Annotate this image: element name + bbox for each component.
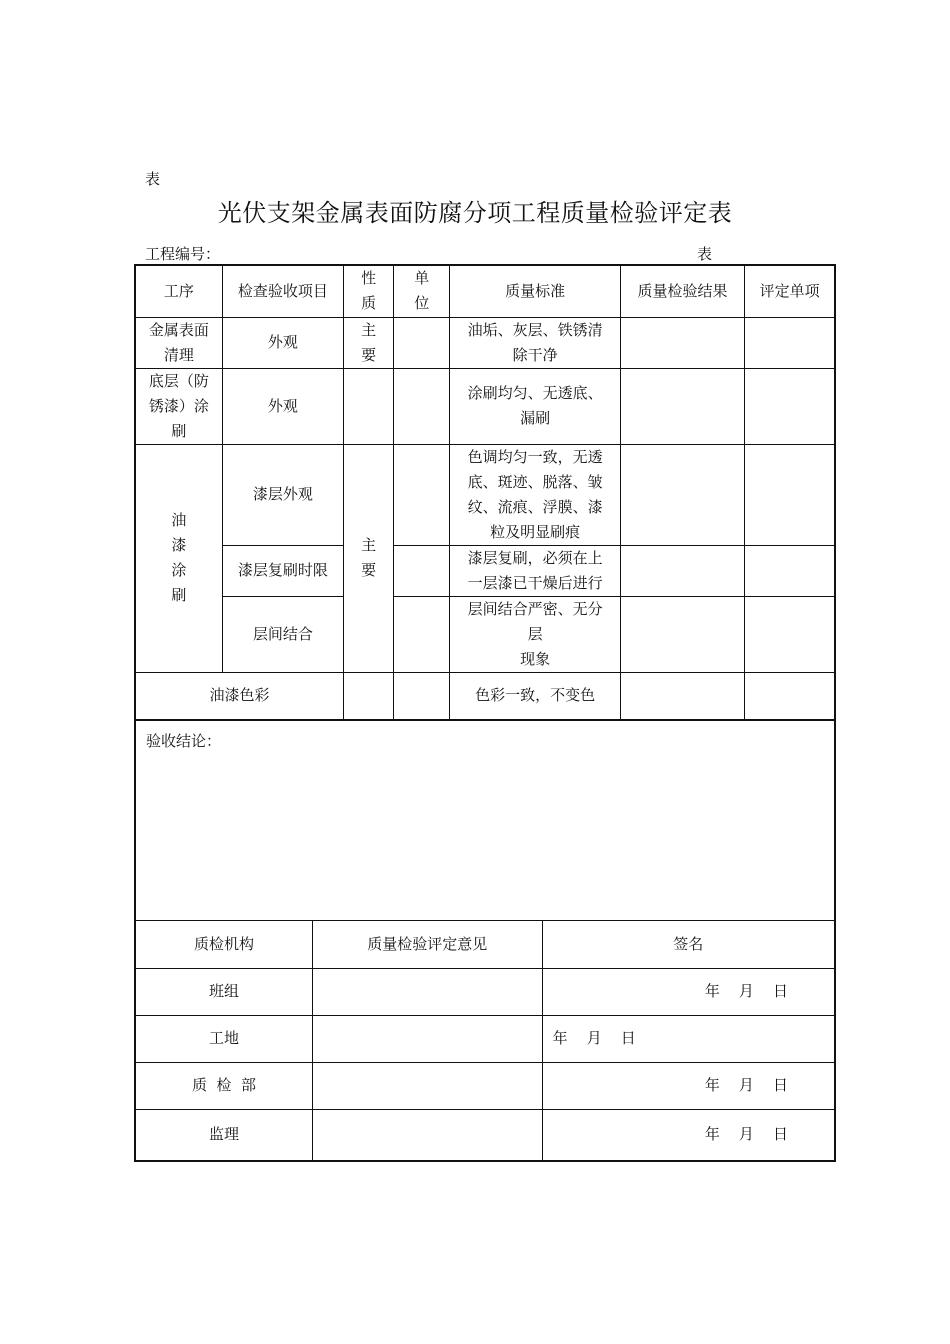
cell-nature: 主 要 — [344, 444, 394, 672]
table-header-row — [135, 265, 835, 317]
col-header-result: 质量检验结果 — [620, 265, 744, 317]
cell-result[interactable] — [620, 317, 744, 368]
col-header-grade: 评定单项 — [745, 265, 835, 317]
sign-org: 工地 — [135, 1015, 312, 1062]
cell-standard: 色彩一致，不变色 — [450, 672, 620, 720]
cell-grade[interactable] — [745, 596, 835, 672]
top-label: 表 — [145, 170, 161, 188]
table-row — [135, 596, 835, 672]
cell-item: 漆层复刷时限 — [222, 545, 343, 596]
cell-nature — [344, 368, 394, 444]
sign-opinion[interactable] — [312, 968, 542, 1015]
col-header-nature: 性 质 — [344, 265, 394, 317]
cell-item: 层间结合 — [222, 596, 343, 672]
sign-date[interactable] — [542, 968, 835, 1015]
sign-org: 班组 — [135, 968, 312, 1015]
page-title: 光伏支架金属表面防腐分项工程质量检验评定表 — [217, 199, 733, 227]
col-header-unit: 单 位 — [394, 265, 450, 317]
date-text: 年 月 日 — [552, 1029, 636, 1047]
cell-unit — [394, 368, 450, 444]
cell-item: 外观 — [222, 368, 343, 444]
sign-header-row — [135, 920, 835, 968]
table-row — [135, 444, 835, 545]
cell-standard: 油垢、灰层、铁锈清 除干净 — [450, 317, 620, 368]
sign-date[interactable] — [542, 1109, 835, 1161]
conclusion-row — [135, 720, 835, 920]
sign-table — [134, 719, 836, 1162]
sign-row — [135, 1015, 835, 1062]
sign-opinion[interactable] — [312, 1109, 542, 1161]
table-row — [135, 545, 835, 596]
cell-unit — [394, 317, 450, 368]
sign-opinion[interactable] — [312, 1062, 542, 1109]
sign-opinion[interactable] — [312, 1015, 542, 1062]
cell-standard: 色调均匀一致，无透 底、斑迹、脱落、皱 纹、流痕、浮膜、漆 粒及明显刷痕 — [450, 444, 620, 545]
table-number-label: 表 — [697, 245, 713, 263]
cell-result[interactable] — [620, 545, 744, 596]
cell-grade[interactable] — [745, 672, 835, 720]
cell-nature: 主 要 — [344, 317, 394, 368]
cell-unit — [394, 444, 450, 545]
sign-org: 质 检 部 — [135, 1062, 312, 1109]
project-number-label: 工程编号： — [145, 245, 221, 263]
sign-row — [135, 1062, 835, 1109]
table-row — [135, 672, 835, 720]
cell-standard: 层间结合严密、无分 层 现象 — [450, 596, 620, 672]
date-text: 年 月 日 — [704, 1076, 788, 1094]
cell-nature — [344, 672, 394, 720]
cell-result[interactable] — [620, 368, 744, 444]
cell-process-item: 油漆色彩 — [135, 672, 344, 720]
cell-process: 底层（防 锈漆）涂 刷 — [135, 368, 222, 444]
cell-unit — [394, 545, 450, 596]
sign-date[interactable] — [542, 1062, 835, 1109]
cell-result[interactable] — [620, 672, 744, 720]
date-text: 年 月 日 — [704, 982, 788, 1000]
conclusion-label: 验收结论： — [146, 732, 222, 750]
cell-grade[interactable] — [745, 368, 835, 444]
sign-row — [135, 968, 835, 1015]
cell-grade[interactable] — [745, 317, 835, 368]
sign-header-sign: 签名 — [542, 920, 835, 968]
cell-grade[interactable] — [745, 444, 835, 545]
cell-process: 油 漆 涂 刷 — [135, 444, 222, 672]
cell-standard: 涂刷均匀、无透底、 漏刷 — [450, 368, 620, 444]
cell-unit — [394, 596, 450, 672]
sign-org: 监理 — [135, 1109, 312, 1161]
sign-header-org: 质检机构 — [135, 920, 312, 968]
date-text: 年 月 日 — [704, 1125, 788, 1144]
cell-item: 外观 — [222, 317, 343, 368]
cell-result[interactable] — [620, 596, 744, 672]
cell-standard: 漆层复刷，必须在上 一层漆已干燥后进行 — [450, 545, 620, 596]
col-header-process: 工序 — [135, 265, 222, 317]
cell-unit — [394, 672, 450, 720]
cell-item: 漆层外观 — [222, 444, 343, 545]
cell-grade[interactable] — [745, 545, 835, 596]
conclusion-cell[interactable] — [135, 720, 835, 920]
sign-date[interactable] — [542, 1015, 835, 1062]
sign-row — [135, 1109, 835, 1161]
cell-process: 金属表面 清理 — [135, 317, 222, 368]
col-header-standard: 质量标准 — [450, 265, 620, 317]
cell-result[interactable] — [620, 444, 744, 545]
inspection-table — [134, 264, 836, 721]
table-row — [135, 368, 835, 444]
col-header-item: 检查验收项目 — [222, 265, 343, 317]
table-row — [135, 317, 835, 368]
sign-header-opinion: 质量检验评定意见 — [312, 920, 542, 968]
